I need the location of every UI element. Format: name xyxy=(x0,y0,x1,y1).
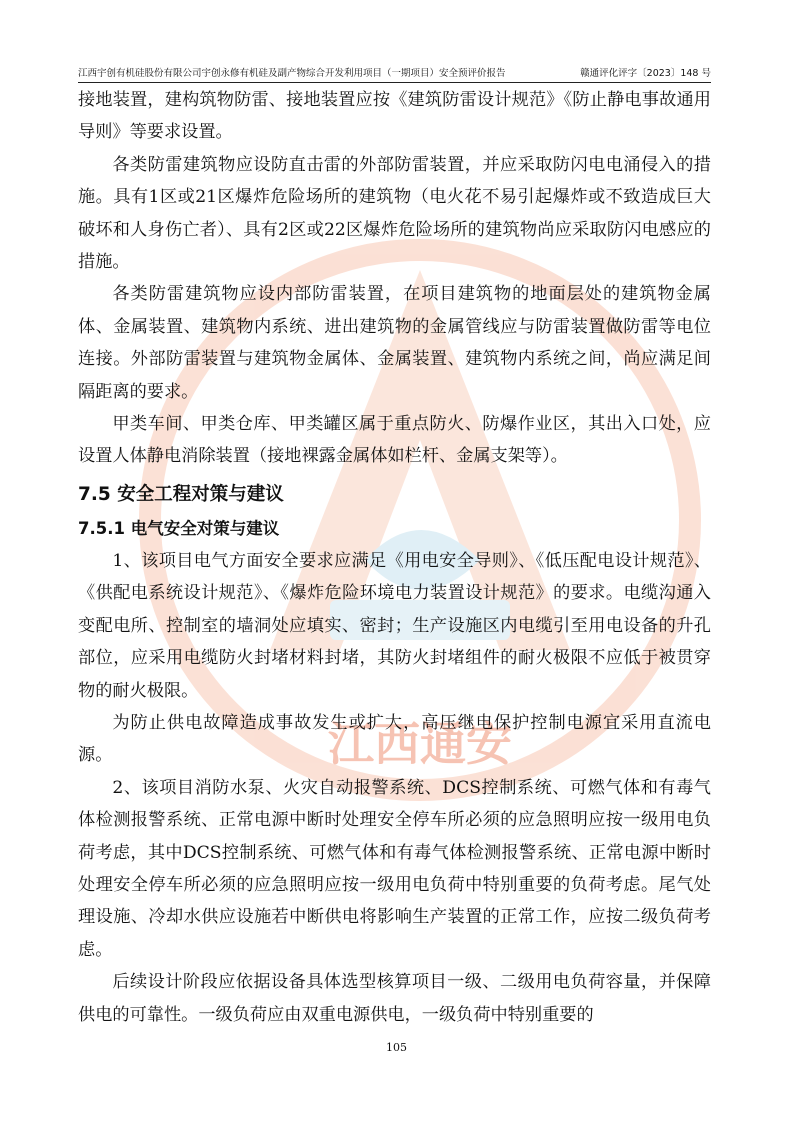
page-number: 105 xyxy=(386,1041,407,1054)
section-heading: 7.5 安全工程对策与建议 xyxy=(78,483,284,505)
header-report-number: 赣通评化评字〔2023〕148 号 xyxy=(580,68,711,79)
header-report-title: 江西宇创有机硅股份有限公司宇创永修有机硅及副产物综合开发利用项目（一期项目）安全预评价报告 xyxy=(78,68,506,79)
subsection-heading: 7.5.1 电气安全对策与建议 xyxy=(78,518,280,538)
body-paragraph: 接地装置，建构筑物防雷、接地装置应按《建筑防雷设计规范》《防止静电事故通用导则》等要求设置。 xyxy=(78,90,711,143)
body-paragraph: 甲类车间、甲类仓库、甲类罐区属于重点防火、防爆作业区，其出入口处，应设置人体静电消除装置（接地裸露金属体如栏杆、金属支架等）。 xyxy=(78,414,711,467)
page-body xyxy=(78,84,711,1031)
body-paragraph: 各类防雷建筑物应设防直击雷的外部防雷装置，并应采取防闪电电涌侵入的措施。具有1区或21区爆炸危险场所的建筑物（电火花不易引起爆炸或不致造成巨大破坏和人身伤亡者）、具有2区或22区爆炸危险场所的建筑物尚应采取防闪电感应的措施。 xyxy=(78,154,711,273)
body-paragraph: 各类防雷建筑物应设内部防雷装置，在项目建筑物的地面层处的建筑物金属体、金属装置、建筑物内系统、进出建筑物的金属管线应与防雷装置做防雷等电位连接。外部防雷装置与建筑物金属体、金属装置、建筑物内系统之间，尚应满足间隔距离的要求。 xyxy=(78,284,711,402)
body-paragraph: 为防止供电故障造成事故发生或扩大，高压继电保护控制电源宜采用直流电源。 xyxy=(78,712,711,766)
watermark-stamp-text: 江西通安 xyxy=(328,717,512,771)
body-paragraph: 2、该项目消防水泵、火灾自动报警系统、DCS控制系统、可燃气体和有毒气体检测报警系统、正常电源中断时处理安全停车所必须的应急照明应按一级用电负荷考虑，其中DCS控制系统、可燃气体和有毒气体检测报警系统、正常电源中断时处理安全停车所必须的应急照明应按一级用电负荷中特别重要的负荷考虑。尾气处理设施、冷却水供应设施若中断供电将影响生产装置的正常工作，应按二级负荷考虑。 xyxy=(78,777,711,960)
body-paragraph: 后续设计阶段应依据设备具体选型核算项目一级、二级用电负荷容量，并保障供电的可靠性。一级负荷应由双重电源供电，一级负荷中特别重要的 xyxy=(78,972,711,1025)
body-paragraph: 1、该项目电气方面安全要求应满足《用电安全导则》、《低压配电设计规范》、《供配电系统设计规范》、《爆炸危险环境电力装置设计规范》的要求。电缆沟通入变配电所、控制室的墙洞处应填实、密封；生产设施区内电缆引至用电设备的升孔部位，应采用电缆防火封堵材料封堵，其防火封堵组件的耐火极限不应低于被贯穿物的耐火极限。 xyxy=(78,550,711,701)
page-header xyxy=(78,66,711,83)
